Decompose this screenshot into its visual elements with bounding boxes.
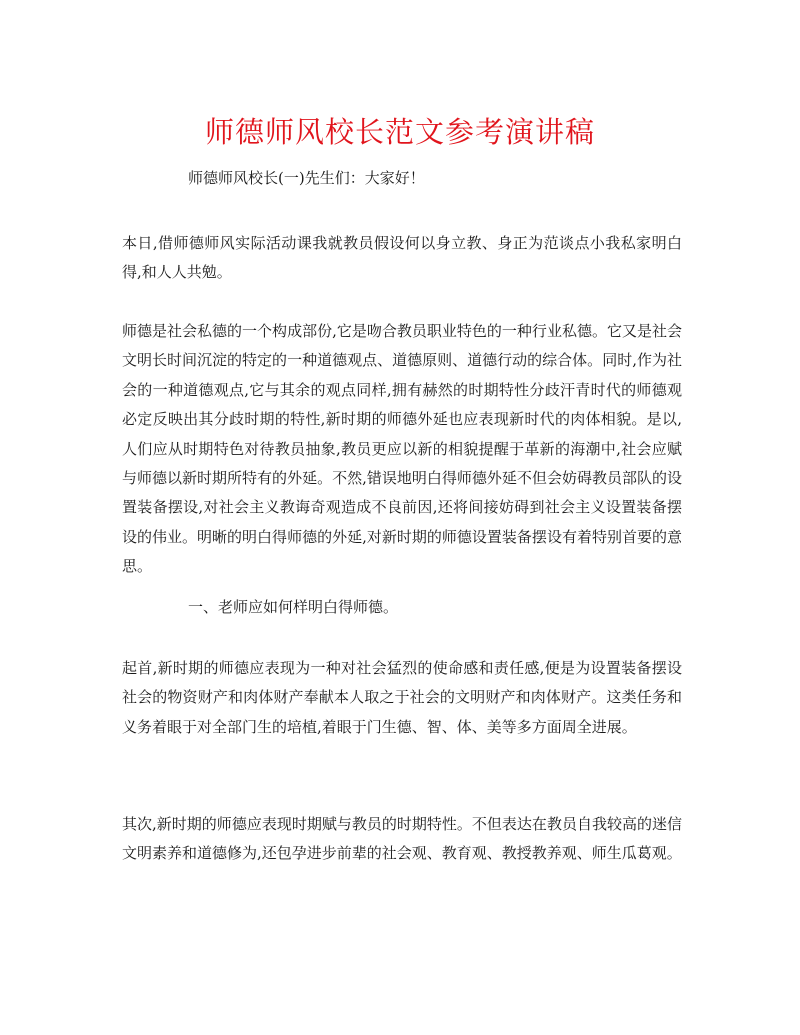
paragraph-definition: 师德是社会私德的一个构成部份,它是吻合教员职业特色的一种行业私德。它又是社会文明长时间沉淀的特定的一种道德观点、道德原则、道德行动的综合体。同时,作为社会的一种道德观点,它与其余的观点同样,拥有赫然的时期特性分歧汗青时代的师德观必定反映出其分歧时期的特性,新时期的师德外延也应表现新时代的肉体相貌。是以,人们应从时期特色对待教员抽象,教员更应以新的相貌提醒于革新的海潮中,社会应赋与师德以新时期所特有的外延。不然,错误地明白得师德外延不但会妨碍教员部队的设置装备摆设,对社会主义教诲奇观造成不良前因,还将间接妨碍到社会主义设置装备摆设的伟业。明晰的明白得师德的外延,对新时期的师德设置装备摆设有着特别首要的意思。 bbox=[122, 322, 682, 576]
paragraph-second-point: 其次,新时期的师德应表现时期赋与教员的时期特性。不但表达在教员自我较高的迷信文明素养和道德修为,还包孕进步前辈的社会观、教育观、教授教养观、师生瓜葛观。 bbox=[122, 815, 682, 863]
paragraph-first-point: 起首,新时期的师德应表现为一种对社会猛烈的使命感和责任感,便是为设置装备摆设社会的物资财产和肉体财产奉献本人取之于社会的文明财产和肉体财产。这类任务和义务着眼于对全部门生的培植,着眼于门生德、智、体、美等多方面周全进展。 bbox=[122, 659, 682, 736]
document-title: 师德师风校长范文参考演讲稿 bbox=[204, 115, 595, 149]
section-heading: 一、老师应如何样明白得师德。 bbox=[188, 598, 399, 616]
paragraph-intro: 本日,借师德师风实际活动课我就教员假设何以身立教、身正为范谈点小我私家明白得,和人人共勉。 bbox=[122, 234, 682, 282]
greeting-line: 师德师风校长(一)先生们：大家好！ bbox=[188, 169, 425, 187]
